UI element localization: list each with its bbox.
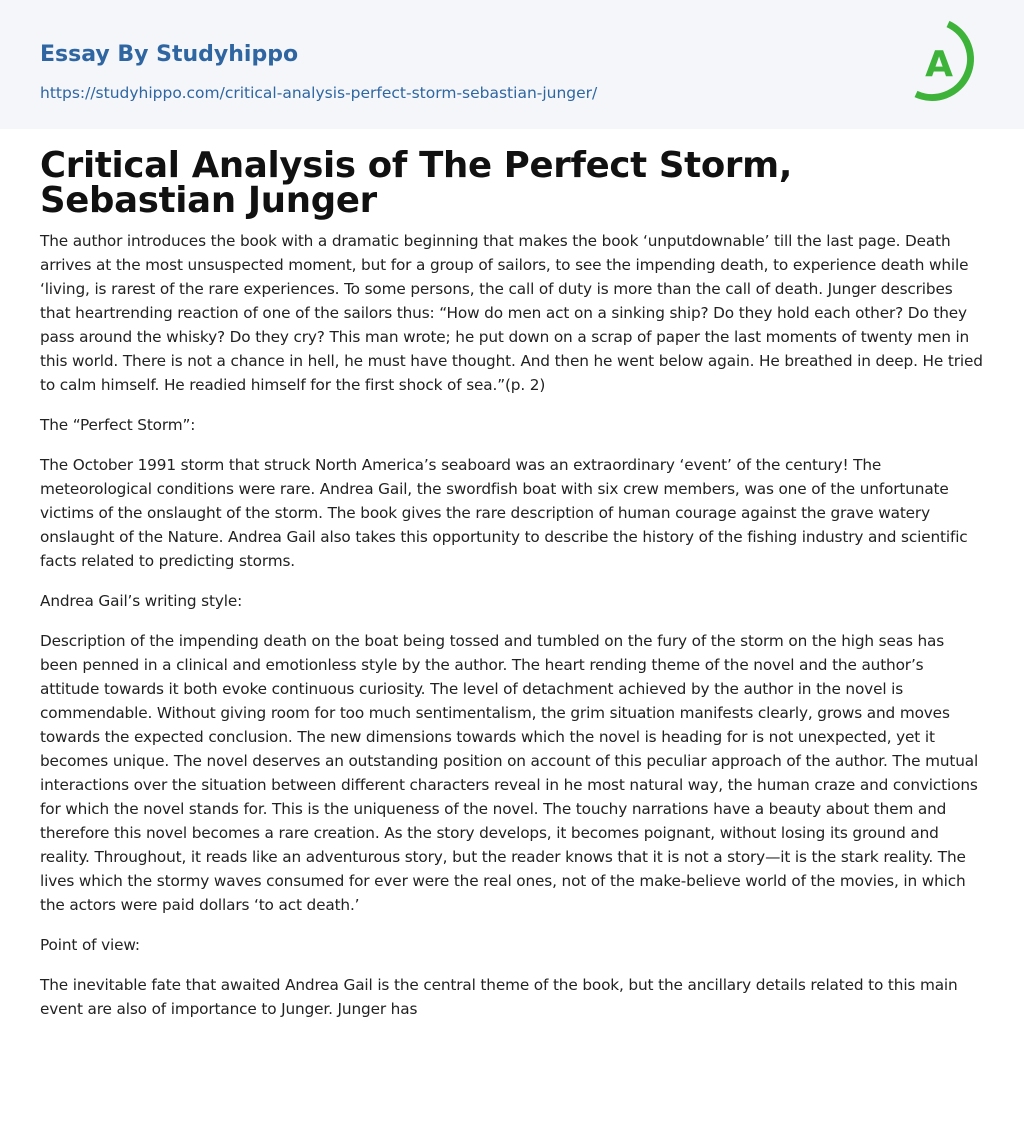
section-heading-perfect-storm: The “Perfect Storm”: — [40, 416, 196, 434]
paragraph-point-of-view: The inevitable fate that awaited Andrea Gail is the central theme of the book, but the ancillary details related to this main event are also of importance to Junger. Junger has — [40, 976, 958, 1018]
paragraph-intro: The author introduces the book with a dramatic beginning that makes the book ‘unputdownable’ till the last page. Death arrives at the most unsuspected moment, but for a group of sailors, to see the impending death, to experience death while ‘living, is rarest of the rare experiences. To some persons, the call of duty is more than the call of death. Junger describes that heartrending reaction of one of the sailors thus: “How do men act on a sinking ship? Do they hold each other? Do they pass around the whisky? Do they cry? This man wrote; he put down on a scrap of paper the last moments of twenty men in this world. There is not a chance in hell, he must have thought. And then he went below again. He breathed in deep. He tried to calm himself. He readied himself for the first shock of sea.”(p. 2) — [40, 232, 983, 394]
paragraph-writing-style: Description of the impending death on the boat being tossed and tumbled on the fury of the storm on the high seas has been penned in a clinical and emotionless style by the author. The heart rending theme of the novel and the author’s attitude towards it both evoke continuous curiosity. The level of detachment achieved by the author in the novel is commendable. Without giving room for too much sentimentalism, the grim situation manifests clearly, grows and moves towards the expected conclusion. The new dimensions towards which the novel is heading for is not unexpected, yet it becomes unique. The novel deserves an outstanding position on account of this peculiar approach of the author. The mutual interactions over the situation between different characters reveal in he most natural way, the human craze and convictions for which the novel stands for. This is the uniqueness of the novel. The touchy narrations have a beauty about them and therefore this novel becomes a rare creation. As the story develops, it becomes poignant, without losing its ground and reality. Throughout, it reads like an adventurous story, but the reader knows that it is not a story—it is the stark reality. The lives which the stormy waves consumed for ever were the real ones, not of the make-believe world of the movies, in which the actors were paid dollars ‘to act death.’ — [40, 632, 979, 914]
source-url-link[interactable]: https://studyhippo.com/critical-analysis-perfect-storm-sebastian-junger/ — [40, 84, 598, 102]
logo-letter: A — [925, 44, 953, 85]
section-heading-point-of-view: Point of view: — [40, 936, 140, 954]
article-title: Critical Analysis of The Perfect Storm, Sebastian Junger — [40, 145, 793, 221]
site-header — [0, 0, 1024, 129]
studyhippo-logo-icon[interactable] — [911, 18, 987, 106]
article — [40, 145, 984, 1037]
paragraph-storm: The October 1991 storm that struck North America’s seaboard was an extraordinary ‘event’ of the century! The meteorological conditions were rare. Andrea Gail, the swordfish boat with six crew members, was one of the unfortunate victims of the onslaught of the storm. The book gives the rare description of human courage against the grave watery onslaught of the Nature. Andrea Gail also takes this opportunity to describe the history of the fishing industry and scientific facts related to predicting storms. — [40, 456, 968, 570]
section-heading-writing-style: Andrea Gail’s writing style: — [40, 592, 243, 610]
brand-title[interactable]: Essay By Studyhippo — [40, 42, 299, 67]
